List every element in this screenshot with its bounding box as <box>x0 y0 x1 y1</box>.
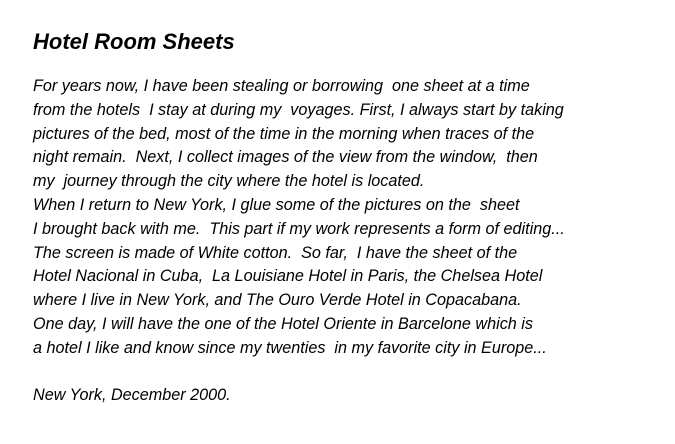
body-line: my journey through the city where the hotel is located. <box>33 172 425 191</box>
signoff-line: New York, December 2000. <box>33 385 231 404</box>
body-line: pictures of the bed, most of the time in the morning when traces of the <box>33 124 535 143</box>
body-line: night remain. Next, I collect images of the view from the window, then <box>33 148 538 167</box>
body-line: When I return to New York, I glue some of the pictures on the sheet <box>33 195 520 214</box>
body-line: from the hotels I stay at during my voyages. First, I always start by taking <box>33 100 564 119</box>
body-line: where I live in New York, and The Ouro Verde Hotel in Copacabana. <box>33 291 522 310</box>
body-line: I brought back with me. This part if my work represents a form of editing... <box>33 219 565 238</box>
body-line: One day, I will have the one of the Hotel Oriente in Barcelone which is <box>33 314 533 333</box>
body-line: Hotel Nacional in Cuba, La Louisiane Hotel in Paris, the Chelsea Hotel <box>33 267 543 286</box>
body-line: a hotel I like and know since my twenties in my favorite city in Europe... <box>33 338 547 357</box>
body-line: The screen is made of White cotton. So far, I have the sheet of the <box>33 243 518 262</box>
document-body <box>33 75 663 361</box>
document-title: Hotel Room Sheets <box>33 29 235 54</box>
document <box>33 28 663 424</box>
body-line: For years now, I have been stealing or borrowing one sheet at a time <box>33 77 530 95</box>
